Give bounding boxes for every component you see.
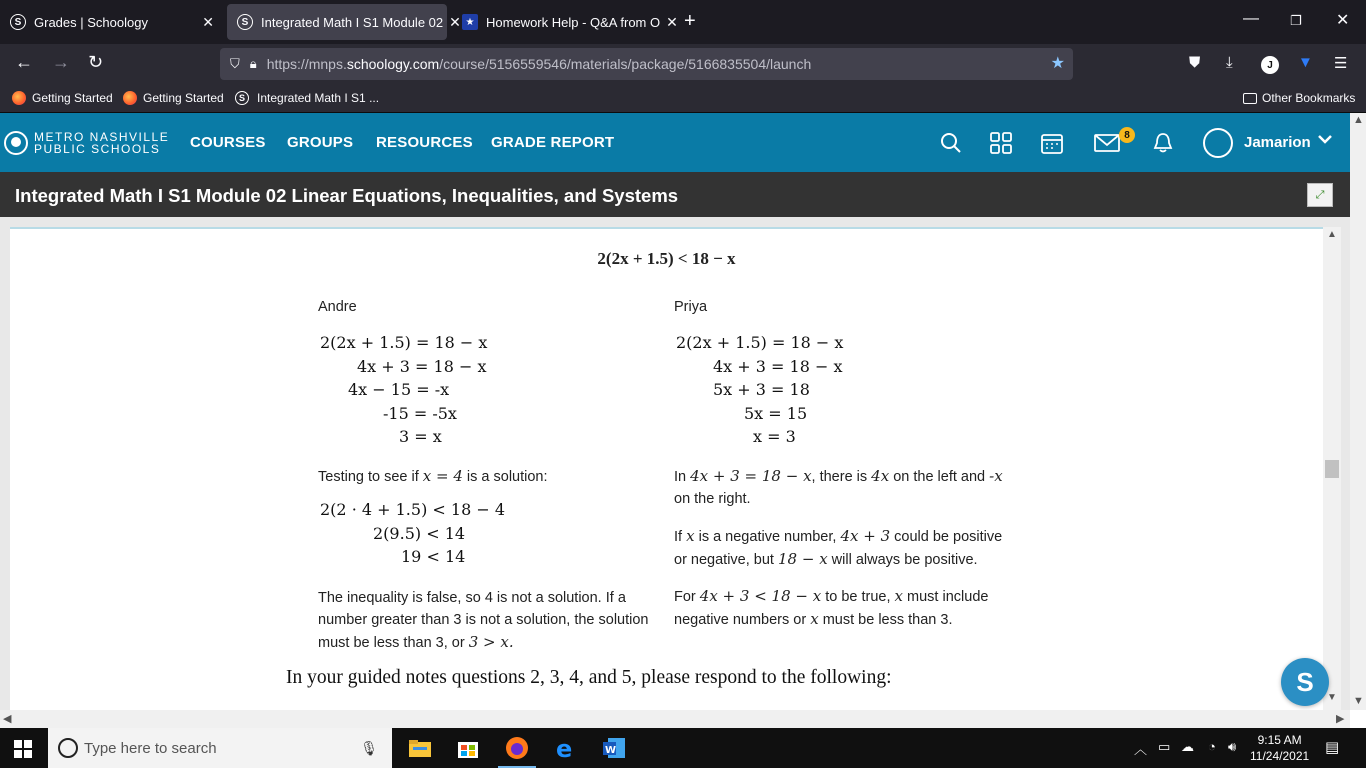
user-name[interactable]: Jamarion [1244,134,1311,151]
clock-time: 9:15 AM [1257,733,1302,747]
show-hidden-icons[interactable]: ︿ [1134,742,1148,757]
priya-step: 5x = 15 [744,403,808,423]
andre-test-step: 2(9.5) < 14 [373,523,466,543]
microphone-icon[interactable]: 🎙︎ [360,740,378,756]
close-window-icon[interactable]: ✕ [1336,12,1350,29]
page-scrollbar[interactable] [1350,113,1366,710]
priya-step: 4x + 3 = 18 − x [713,356,843,376]
priya-explanation-1: In 4x + 3 = 18 − x, there is 4x on the left and -x on the right. [674,467,1003,507]
andre-test-step: 19 < 14 [401,547,466,566]
logo-mark-icon [4,131,28,155]
schoology-icon: S [237,14,253,30]
close-icon[interactable]: ✕ [666,13,678,30]
shield-icon: ⛉ [230,56,240,71]
browser-tab-bar [0,0,1366,44]
pocket-icon[interactable]: ⛊ [1189,54,1201,71]
message-count-badge: 8 [1119,127,1135,143]
tab-title: Homework Help - Q&A from O [486,14,661,30]
user-avatar[interactable] [1203,128,1233,158]
site-header [0,113,1350,172]
new-tab-button[interactable]: + [684,10,696,32]
onedrive-icon[interactable]: ☁ [1181,739,1194,754]
bookmark-label: Getting Started [143,91,224,105]
chevron-down-icon[interactable] [1317,132,1333,150]
firefox-icon [123,91,137,105]
menu-icon[interactable]: ☰ [1334,55,1348,72]
close-icon[interactable]: ✕ [202,13,214,30]
andre-step: 4x + 3 = 18 − x [357,356,487,376]
bookmark-label: Getting Started [32,91,113,105]
other-bookmarks[interactable] [1243,91,1355,105]
scroll-up-icon[interactable]: ▲ [1327,229,1337,240]
tab-integrated-math[interactable] [227,4,461,40]
priya-steps [676,333,843,451]
priya-step: 5x + 3 = 18 [713,380,810,399]
andre-conclusion: The inequality is false, so 4 is not a solution. If a number greater than 3 is not a solution, the solution must be less than 3, or 3 > x. [318,590,649,651]
content-area [0,217,1350,710]
expand-icon[interactable]: ⤢ [1307,183,1333,207]
apps-grid-icon[interactable] [990,132,1012,160]
nav-groups[interactable]: GROUPS [287,134,354,151]
bookmark-star-icon[interactable]: ★ [1050,55,1065,72]
schoology-icon: S [10,14,26,30]
horizontal-scrollbar[interactable] [0,710,1350,728]
bookmark-label: Other Bookmarks [1262,91,1356,105]
firefox-icon[interactable] [505,736,529,760]
windows-start-icon[interactable] [14,740,32,758]
close-icon[interactable]: ✕ [449,13,461,30]
scroll-down-icon[interactable]: ▼ [1353,695,1364,707]
course-title-bar [0,172,1350,217]
svg-text:e: e [556,735,573,763]
andre-step: 2(2x + 1.5) = 18 − x [320,333,488,352]
reload-icon[interactable]: ↻ [88,52,104,72]
calendar-icon[interactable] [1041,132,1063,160]
notifications-bell-icon[interactable] [1152,132,1174,160]
clock-date: 11/24/2021 [1250,749,1310,763]
priya-step: x = 3 [753,427,796,446]
bookmark-label: Integrated Math I S1 ... [257,91,380,105]
word-icon[interactable] [602,736,626,760]
star-icon: ★ [462,14,478,30]
inner-scrollbar[interactable] [1323,227,1341,710]
scroll-thumb[interactable] [1325,460,1339,478]
priya-explanation-3: For 4x + 3 < 18 − x to be true, x must include negative numbers or x must be less than 3. [674,587,989,628]
priya-step: 2(2x + 1.5) = 18 − x [676,333,844,352]
andre-step: 4x − 15 = -x [348,380,450,399]
edge-icon[interactable] [554,735,578,763]
notification-center-icon[interactable]: ▤ [1325,739,1340,756]
nav-resources[interactable]: RESOURCES [376,134,473,151]
bookmarks-bar [0,84,1366,113]
scroll-down-icon[interactable]: ▼ [1327,692,1337,703]
firefox-icon [12,91,26,105]
messages-icon[interactable] [1094,132,1120,160]
battery-icon[interactable]: ▭ [1158,739,1171,754]
search-icon[interactable] [940,132,962,160]
minimize-icon[interactable]: — [1243,10,1259,27]
guided-notes-prompt: In your guided notes questions 2, 3, 4, and 5, please respond to the following: [286,667,892,688]
lock-icon: 🔒︎ [249,56,257,71]
restore-icon[interactable]: ❐ [1290,13,1302,28]
system-clock[interactable] [1250,732,1309,764]
tab-title: Integrated Math I S1 Module 02 [261,14,444,30]
schoology-icon: S [235,91,249,105]
page-title: Integrated Math I S1 Module 02 Linear Equations, Inequalities, and Systems [15,185,679,206]
andre-label: Andre [318,299,357,315]
bookmark-getting-started-2[interactable] [123,91,224,105]
andre-steps [320,333,487,451]
problem-equation: 2(2x + 1.5) < 18 − x [597,249,736,268]
andre-step: -15 = -5x [383,403,457,423]
priya-label: Priya [674,299,708,315]
taskbar-search[interactable] [48,728,392,768]
schoology-help-button[interactable]: S [1281,658,1329,706]
andre-test-step: 2(2 · 4 + 1.5) < 18 − 4 [320,500,505,519]
tab-title: Grades | Schoology [34,14,148,30]
priya-explanation-2: If x is a negative number, 4x + 3 could be positive or negative, but 18 − x will always be positive. [674,527,1003,568]
search-placeholder: Type here to search [84,739,217,757]
windows-taskbar [0,728,1366,768]
url-text: https://mnps.schoology.com/course/5156559546/materials/package/5166835504/launch [266,56,812,72]
scroll-right-icon[interactable]: ▶ [1336,713,1345,725]
address-bar[interactable] [220,48,1073,80]
cortana-icon [58,738,78,758]
scroll-up-icon[interactable]: ▲ [1353,114,1364,126]
tab-homework-help[interactable] [452,4,678,40]
district-logo[interactable] [4,131,169,155]
andre-step: 3 = x [399,427,442,446]
browser-nav-bar [0,44,1366,84]
bookmark-getting-started[interactable] [12,91,113,105]
svg-text:W: W [605,745,617,756]
scroll-left-icon[interactable]: ◀ [3,713,12,725]
download-icon[interactable]: ⤓ [1226,54,1233,71]
andre-testing-text: Testing to see if x = 4 is a solution: [318,467,548,485]
back-icon[interactable]: ← [15,52,33,72]
nav-grade-report[interactable]: GRADE REPORT [491,134,615,151]
bookmark-integrated-math[interactable] [235,91,379,105]
store-icon[interactable] [456,736,480,760]
extension-icon[interactable]: ▼ [1298,54,1313,71]
tab-grades[interactable] [0,4,224,40]
forward-icon[interactable]: → [52,52,70,72]
logo-text: METRO NASHVILLE PUBLIC SCHOOLS [34,130,170,156]
lesson-frame [10,227,1323,710]
nav-courses[interactable]: COURSES [190,134,266,151]
account-avatar[interactable]: J [1261,56,1279,74]
folder-icon [1243,93,1257,104]
wifi-icon[interactable]: ◔ [1208,739,1216,754]
andre-test-steps [320,500,505,571]
volume-icon[interactable]: 🔊︎ [1228,739,1237,754]
file-explorer-icon[interactable] [408,736,432,760]
